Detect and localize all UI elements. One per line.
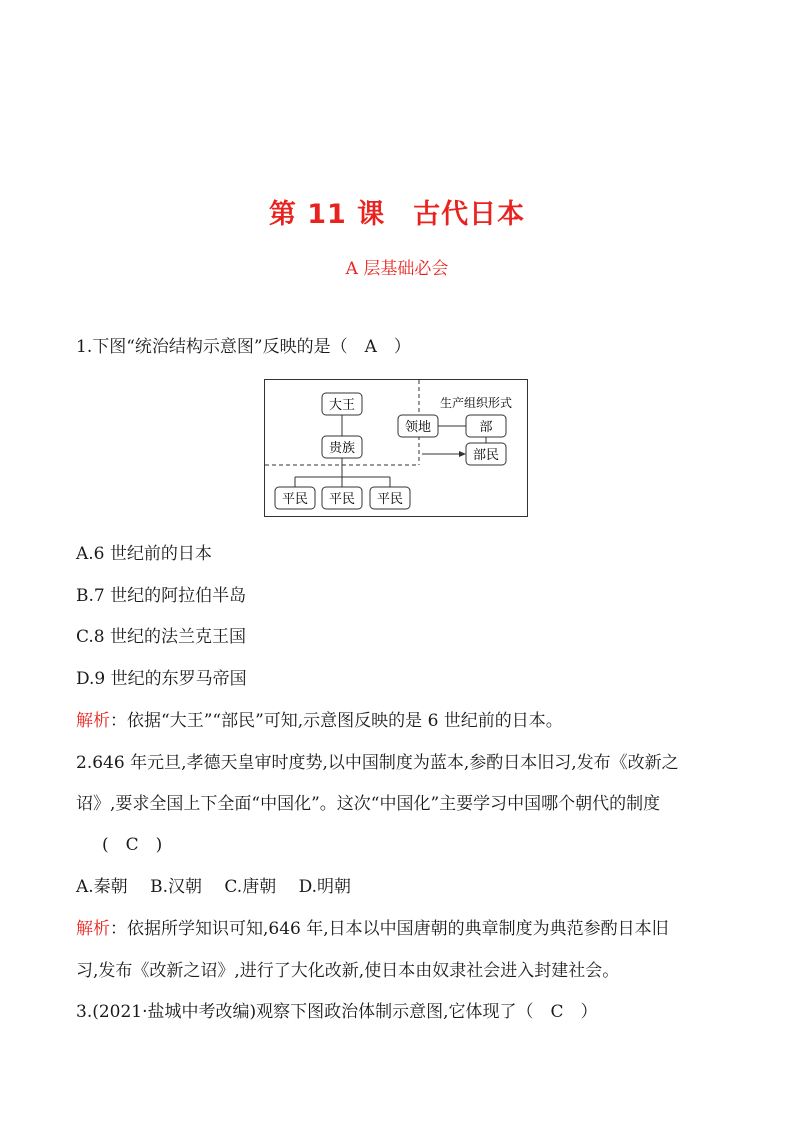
explanation-label: 解析: [76, 711, 110, 731]
question-2-stem-line-2: 诏》,要求全国上下全面“中国化”。这次“中国化”主要学习中国哪个朝代的制度: [76, 794, 661, 814]
lesson-title: 第 11 课 古代日本: [268, 199, 526, 230]
explanation-text: ：依据“大王”“部民”可知,示意图反映的是 6 世纪前的日本。: [110, 711, 563, 731]
be-label: 部: [479, 420, 493, 435]
territory-label: 领地: [404, 420, 432, 435]
nobles-label: 贵族: [328, 441, 356, 456]
explanation-label: 解析: [76, 919, 110, 939]
question-1-stem: 1.下图“统治结构示意图”反映的是（ A ）: [76, 337, 411, 357]
king-label: 大王: [328, 398, 356, 413]
q1-option-d: D.9 世纪的东罗马帝国: [76, 669, 247, 689]
governance-structure-diagram: [264, 379, 528, 517]
question-2-options: A.秦朝 B.汉朝 C.唐朝 D.明朝: [76, 877, 352, 897]
q1-option-a: A.6 世纪前的日本: [76, 544, 212, 564]
q1-option-b: B.7 世纪的阿拉伯半岛: [76, 586, 247, 606]
diagram-svg: [264, 379, 528, 517]
q1-explanation: [76, 710, 563, 732]
q2-explanation-line-2: 习,发布《改新之诏》,进行了大化改新,使日本由奴隶社会进入封建社会。: [76, 961, 620, 981]
commoner-label-3: 平民: [376, 492, 404, 507]
q1-option-c: C.8 世纪的法兰克王国: [76, 627, 247, 647]
q2-explanation-line-1: [76, 918, 669, 940]
question-3-stem: 3.(2021·盐城中考改编)观察下图政治体制示意图,它体现了（ C ）: [76, 1002, 598, 1022]
question-2-answer: ( C ): [102, 835, 163, 855]
bemin-label: 部民: [472, 448, 500, 463]
production-form-label: 生产组织形式: [439, 396, 513, 410]
arrow-head: [459, 451, 466, 457]
question-2-stem-line-1: 2.646 年元旦,孝德天皇审时度势,以中国制度为蓝本,参酌日本旧习,发布《改新之: [76, 753, 679, 773]
explanation-text: ：依据所学知识可知,646 年,日本以中国唐朝的典章制度为典范参酌日本旧: [110, 919, 669, 939]
commoner-label-1: 平民: [281, 492, 309, 507]
commoner-label-2: 平民: [328, 492, 356, 507]
section-subtitle: A 层基础必会: [345, 259, 449, 279]
